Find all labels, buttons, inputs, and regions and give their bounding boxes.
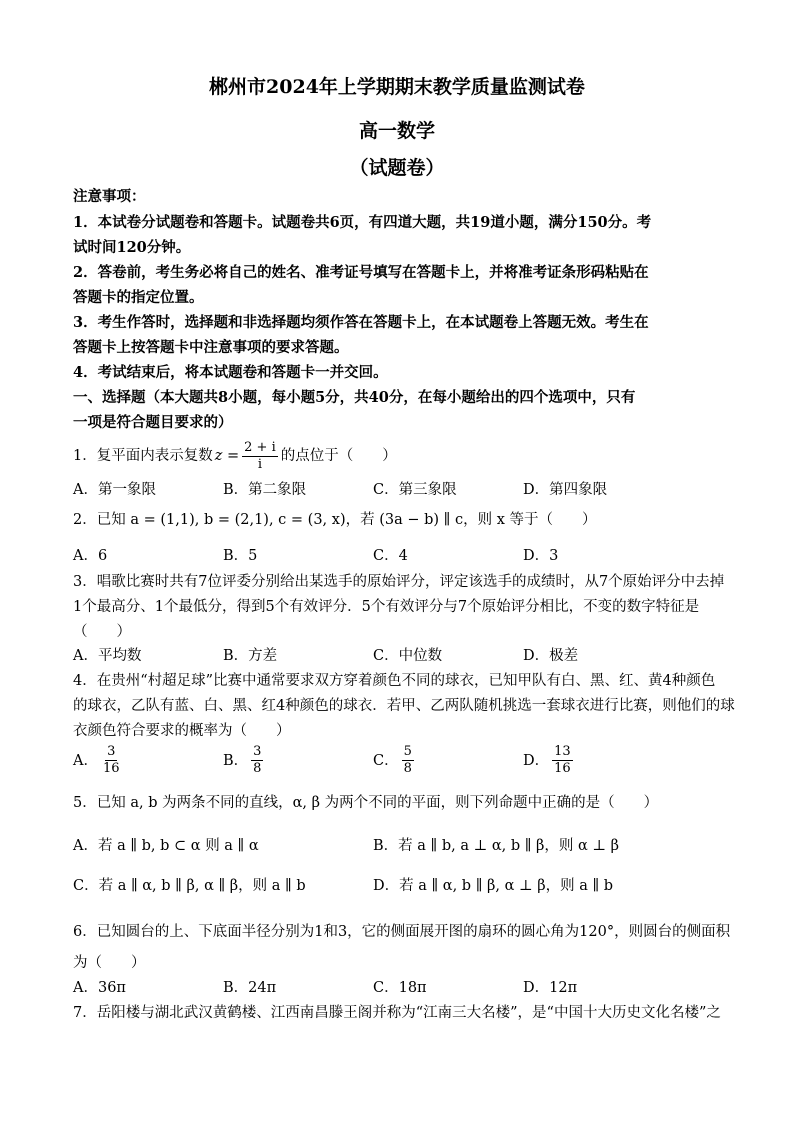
q6-option-b[interactable]: B．24π [223, 980, 277, 996]
notice-item-2a: 2．答卷前，考生务必将自己的姓名、准考证号填写在答题卡上，并将准考证条形码粘贴在 [73, 264, 649, 281]
q1-option-a[interactable]: A．第一象限 [73, 482, 156, 498]
q4-option-c[interactable] [373, 744, 417, 777]
q1-var: z = [214, 448, 240, 464]
q1-option-d[interactable]: D．第四象限 [523, 482, 608, 498]
q1-option-c[interactable]: C．第三象限 [373, 482, 457, 498]
q4-option-b-num: 3 [253, 744, 262, 759]
q4-option-d-den: 16 [554, 761, 571, 776]
notice-item-1a: 1．本试卷分试题卷和答题卡。试题卷共6页，有四道大题，共19道小题，满分150分。考 [73, 214, 652, 231]
question-4-line3: 衣颜色符合要求的概率为（ ） [73, 723, 291, 739]
q3-option-d[interactable]: D．极差 [523, 648, 579, 664]
q4-option-b-label: B． [223, 752, 249, 769]
q1-option-b[interactable]: B．第二象限 [223, 482, 307, 498]
notice-item-1b: 试时间120分钟。 [73, 239, 191, 256]
q6-option-d[interactable]: D．12π [523, 980, 578, 996]
question-6-line2: 为（ ） [73, 955, 146, 971]
question-3-line2: 1个最高分、1个最低分，得到5个有效评分．5个有效评分与7个原始评分相比，不变的数字特征是 [73, 599, 700, 615]
question-1 [73, 438, 723, 474]
question-7-line1: 7．岳阳楼与湖北武汉黄鹤楼、江西南昌滕王阁并称为“江南三大名楼”，是“中国十大历史文化名楼”之 [73, 1005, 721, 1021]
q4-option-c-num: 5 [403, 744, 412, 759]
exam-paper-type: （试题卷） [349, 157, 445, 179]
q4-option-b-fraction [251, 744, 263, 777]
q2-option-d[interactable]: D．3 [523, 548, 559, 564]
q4-option-b[interactable] [223, 744, 266, 777]
notice-heading: 注意事项： [73, 188, 146, 205]
q2-option-c[interactable]: C．4 [373, 548, 408, 564]
exam-subject: 高一数学 [358, 120, 435, 142]
q1-suffix: 的点位于（ ） [280, 448, 397, 464]
q4-option-a-label: A． [73, 752, 98, 769]
question-3-line1: 3．唱歌比赛时共有7位评委分别给出某选手的原始评分，评定该选手的成绩时，从7个原始评分中去掉 [73, 574, 725, 590]
q4-option-d-num: 13 [554, 744, 571, 759]
q6-option-a[interactable]: A．36π [73, 980, 126, 996]
q4-option-d-fraction [552, 744, 573, 777]
q1-prefix: 1．复平面内表示复数 [73, 448, 213, 464]
section1-heading-a: 一、选择题（本大题共8小题，每小题5分，共40分，在每小题给出的四个选项中，只有 [73, 389, 636, 406]
q5-option-d[interactable]: D．若 a ∥ α, b ∥ β, α ⊥ β，则 a ∥ b [373, 878, 614, 894]
question-4-line2: 的球衣，乙队有蓝、白、黑、红4种颜色的球衣．若甲、乙两队随机挑选一套球衣进行比赛，则他们的球 [73, 698, 735, 714]
q4-option-a[interactable] [73, 744, 125, 777]
q3-option-a[interactable]: A．平均数 [73, 648, 142, 664]
q4-option-b-den: 8 [253, 761, 262, 776]
q5-option-a[interactable]: A．若 a ∥ b, b ⊂ α 则 a ∥ α [73, 838, 259, 854]
question-5: 5．已知 a, b 为两条不同的直线，α, β 为两个不同的平面，则下列命题中正确的是（ ） [73, 795, 659, 811]
q2-option-b[interactable]: B．5 [223, 548, 258, 564]
q4-option-c-label: C． [373, 752, 399, 769]
section1-heading-b: 一项是符合题目要求的） [73, 414, 233, 431]
notice-item-2b: 答题卡的指定位置。 [73, 289, 204, 306]
q5-option-b[interactable]: B．若 a ∥ b, a ⊥ α, b ∥ β，则 α ⊥ β [373, 838, 620, 854]
notice-item-3b: 答题卡上按答题卡中注意事项的要求答题。 [73, 339, 349, 356]
q4-option-a-den: 16 [102, 761, 120, 776]
q4-option-a-fraction [101, 744, 122, 777]
q4-option-c-fraction [402, 744, 414, 777]
q1-numerator: 2 + i [244, 439, 276, 455]
exam-title: 郴州市2024年上学期期末教学质量监测试卷 [209, 76, 585, 98]
q3-option-c[interactable]: C．中位数 [373, 648, 443, 664]
q1-fraction [242, 440, 278, 473]
q2-option-a[interactable]: A．6 [73, 548, 108, 564]
q5-option-c[interactable]: C．若 a ∥ α, b ∥ β, α ∥ β，则 a ∥ b [73, 878, 306, 894]
question-3-line3: （ ） [73, 624, 131, 640]
question-2: 2．已知 a = (1,1), b = (2,1), c = (3, x)，若 (3a − b) ∥ c，则 x 等于（ ） [73, 512, 597, 528]
q4-option-d-label: D． [523, 752, 550, 769]
q6-option-c[interactable]: C．18π [373, 980, 427, 996]
notice-item-4: 4．考试结束后，将本试题卷和答题卡一并交回。 [73, 364, 388, 381]
notice-item-3a: 3．考生作答时，选择题和非选择题均须作答在答题卡上，在本试题卷上答题无效。考生在 [73, 314, 649, 331]
q4-option-a-num: 3 [107, 744, 116, 759]
q4-option-d[interactable] [523, 744, 576, 777]
q3-option-b[interactable]: B．方差 [223, 648, 278, 664]
q4-option-c-den: 8 [403, 761, 412, 776]
question-4-line1: 4．在贵州“村超足球”比赛中通常要求双方穿着颜色不同的球衣，已知甲队有白、黑、红、黄4种颜色 [73, 673, 716, 689]
q1-denominator: i [257, 456, 263, 472]
question-6-line1: 6．已知圆台的上、下底面半径分别为1和3，它的侧面展开图的扇环的圆心角为120°，则圆台的侧面积 [73, 924, 731, 940]
